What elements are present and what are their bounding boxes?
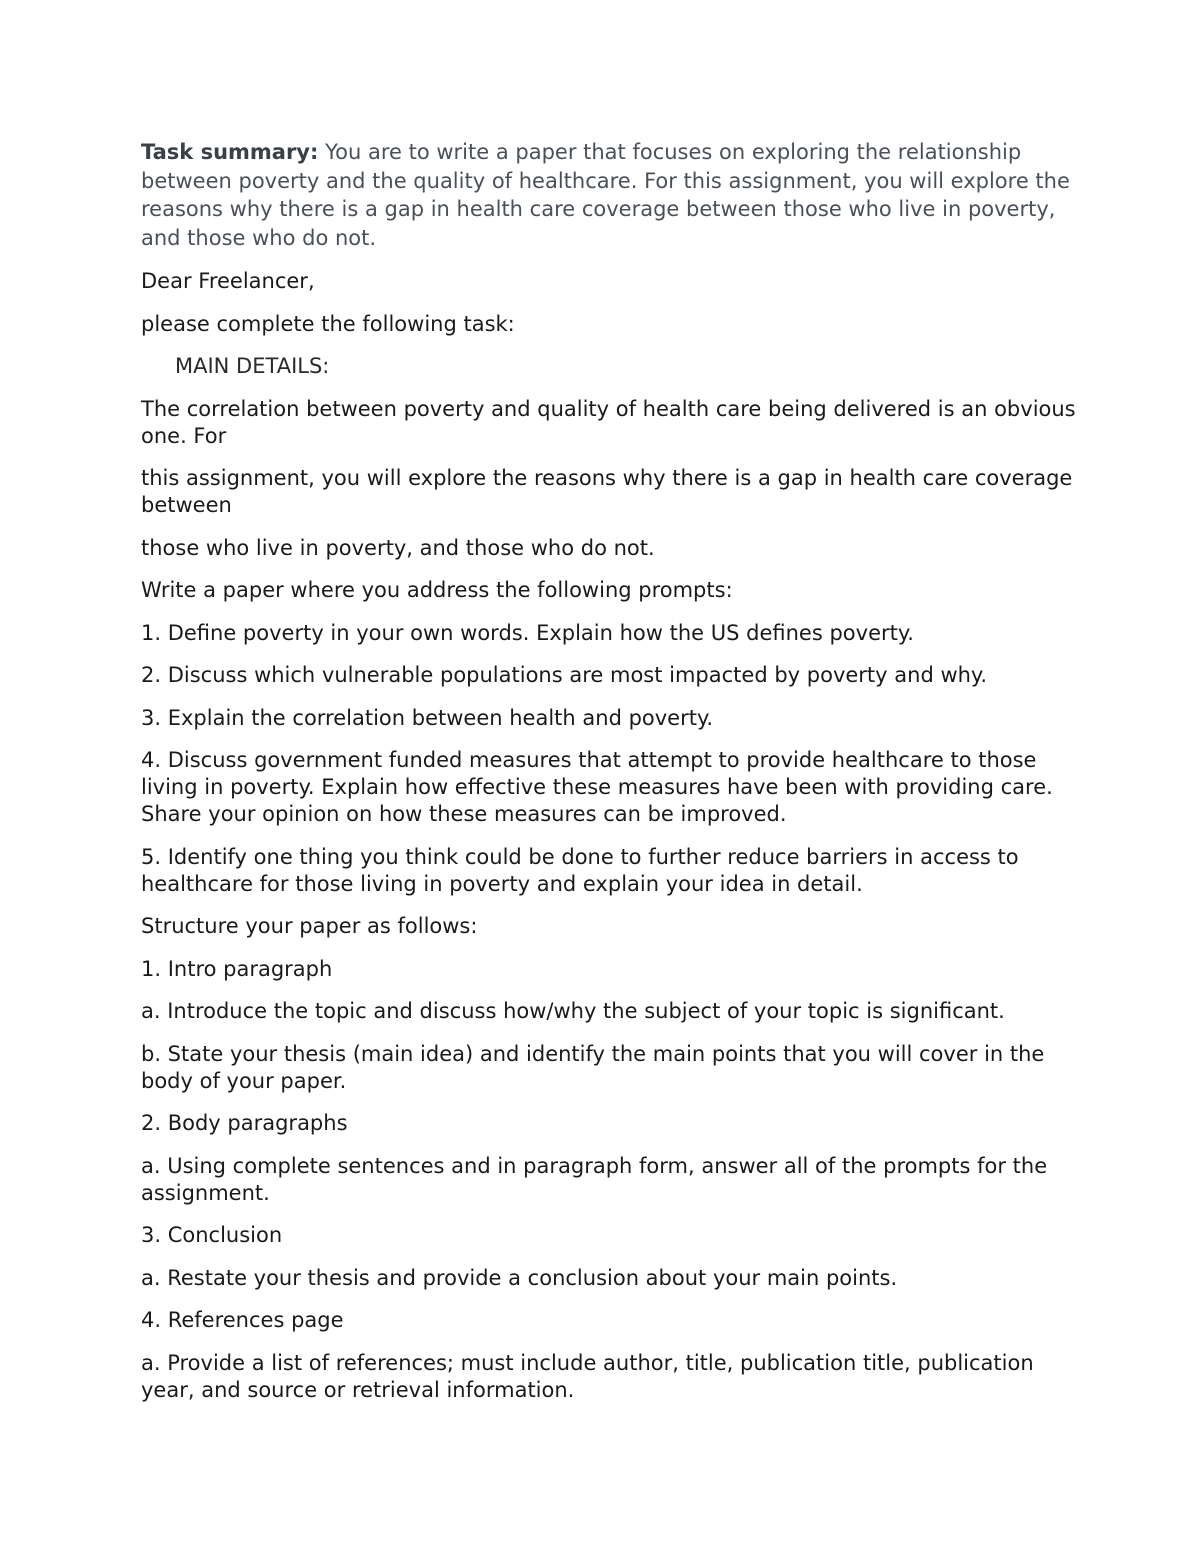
prompt-item-3: 3. Explain the correlation between health and poverty. — [141, 705, 714, 730]
task-summary-text: You are to write a paper that focuses on exploring the relationship between poverty and the quality of healthcare. For this assignment, you will explore the reasons why there is a gap in health care coverage between those who live in poverty, and those who do not. — [141, 140, 1070, 250]
request-line: please complete the following task: — [141, 311, 515, 336]
structure-subitem-body-a: a. Using complete sentences and in paragraph form, answer all of the prompts for the assignment. — [141, 1153, 1048, 1205]
structure-subitem-references-a: a. Provide a list of references; must include author, title, publication title, publication year, and source or retrieval information. — [141, 1350, 1034, 1402]
prompt-item-1: 1. Define poverty in your own words. Explain how the US defines poverty. — [141, 620, 914, 645]
structure-item-conclusion: 3. Conclusion — [141, 1223, 283, 1247]
main-details-heading: MAIN DETAILS: — [175, 354, 330, 378]
prompt-item-5: 5. Identify one thing you think could be done to further reduce barriers in access to healthcare for those living in poverty and explain your idea in detail. — [141, 844, 1019, 896]
structure-subitem-intro-b: b. State your thesis (main idea) and identify the main points that you will cover in the body of your paper. — [141, 1041, 1045, 1093]
details-paragraph-1: The correlation between poverty and quality of health care being delivered is an obvious one. For — [141, 396, 1076, 448]
prompt-item-4: 4. Discuss government funded measures that attempt to provide healthcare to those living in poverty. Explain how effective these measures have been with providing care. Share your opinion on how these measures can be improved. — [141, 748, 1053, 826]
prompt-item-2: 2. Discuss which vulnerable populations are most impacted by poverty and why. — [141, 663, 988, 687]
task-summary — [141, 138, 1076, 252]
details-paragraph-3: those who live in poverty, and those who do not. — [141, 535, 655, 560]
structure-subitem-intro-a: a. Introduce the topic and discuss how/why the subject of your topic is significant. — [141, 999, 1005, 1023]
structure-intro: Structure your paper as follows: — [141, 914, 478, 938]
task-summary-label: Task summary: — [141, 140, 319, 164]
salutation: Dear Freelancer, — [141, 269, 315, 293]
details-paragraph-2: this assignment, you will explore the reasons why there is a gap in health care coverage between — [141, 466, 1073, 517]
structure-item-references: 4. References page — [141, 1308, 344, 1332]
prompts-intro: Write a paper where you address the following prompts: — [141, 578, 733, 602]
document-page — [141, 138, 1076, 1419]
structure-subitem-conclusion-a: a. Restate your thesis and provide a conclusion about your main points. — [141, 1265, 898, 1290]
structure-item-intro: 1. Intro paragraph — [141, 956, 333, 981]
structure-item-body: 2. Body paragraphs — [141, 1111, 348, 1135]
